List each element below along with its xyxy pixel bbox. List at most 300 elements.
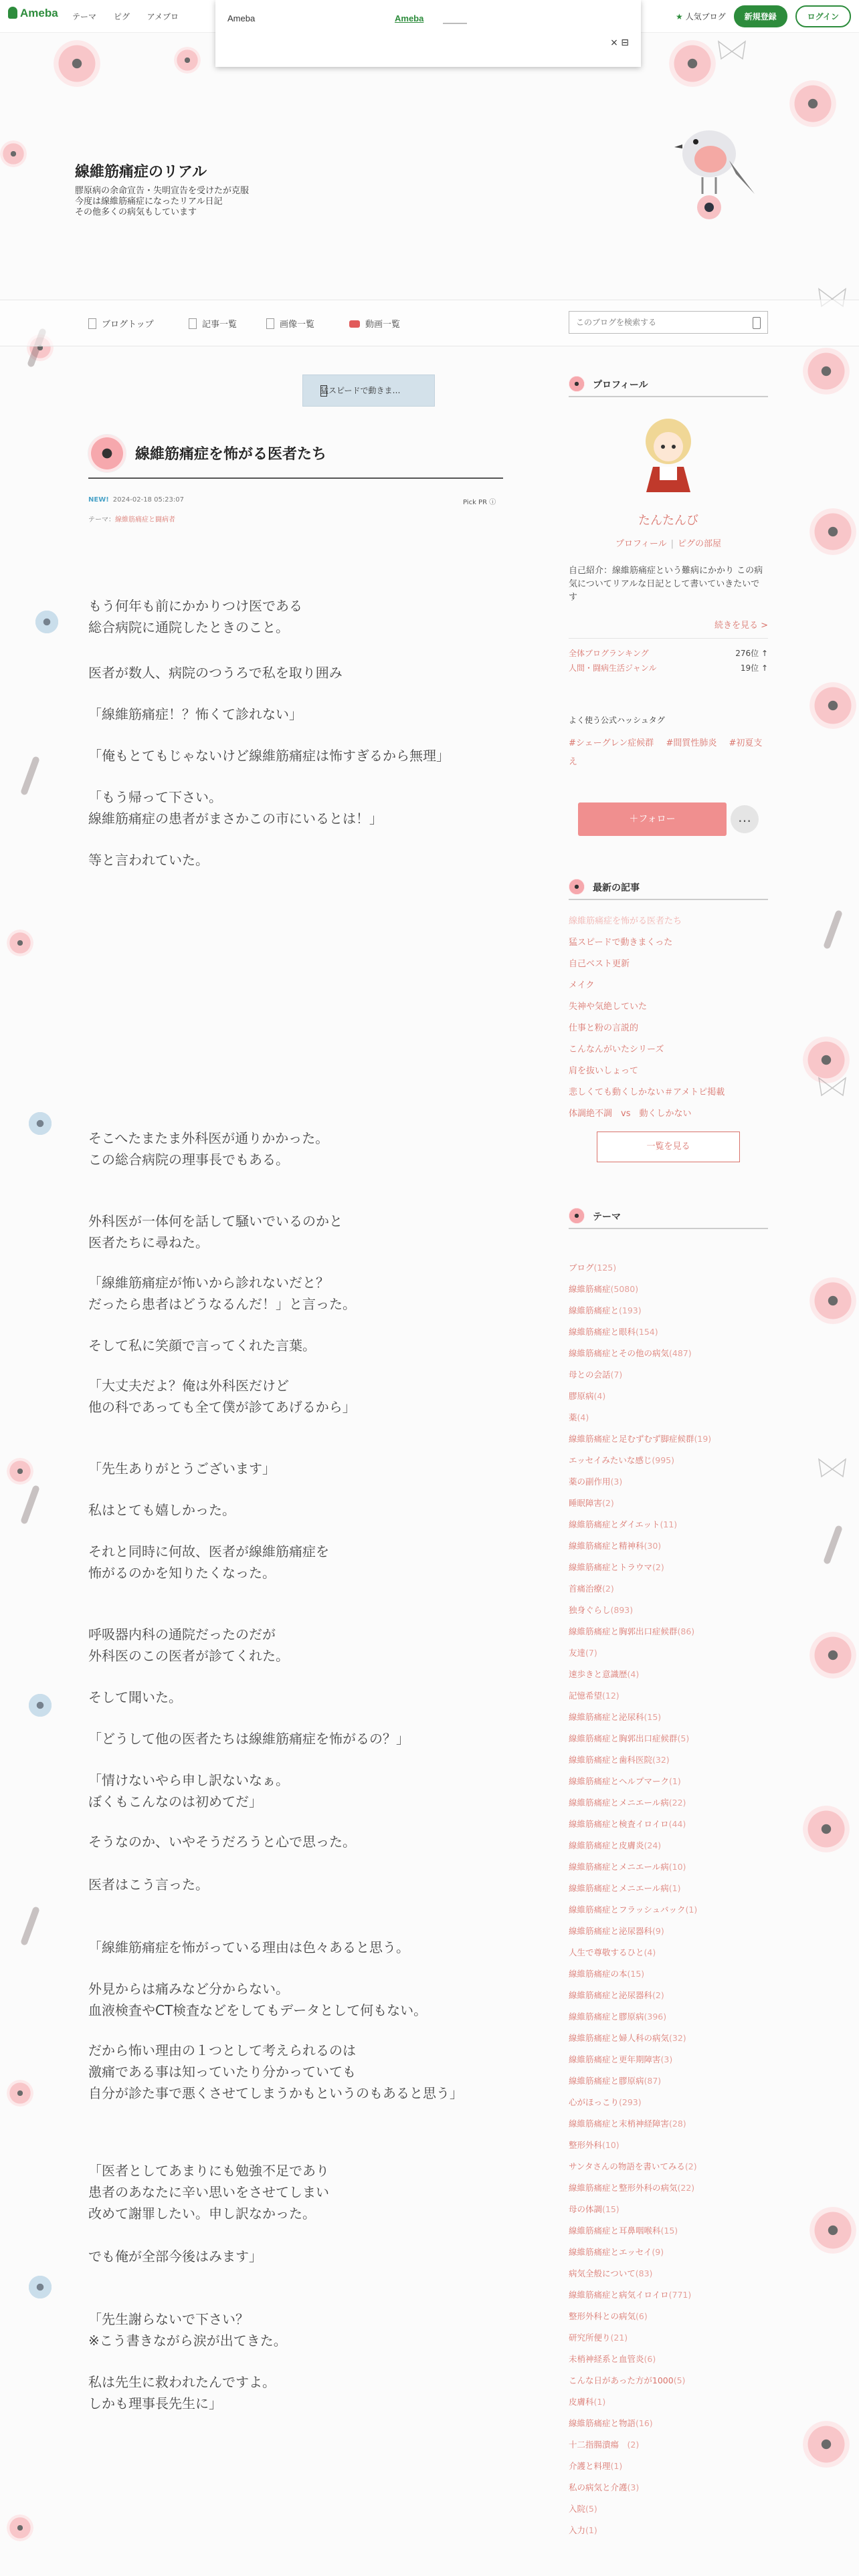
theme-count: (19): [694, 1434, 712, 1444]
home-icon: [88, 318, 96, 329]
leaf-decoration: [20, 1906, 40, 1946]
theme-name: 線維筋痛症とメニエール病: [569, 1798, 669, 1808]
theme-link[interactable]: [569, 2263, 768, 2284]
global-nav: [72, 11, 193, 22]
blog-title[interactable]: 線維筋痛症のリアル: [75, 164, 207, 181]
entry-paragraph: そして私に笑顔で言ってくれた言葉。: [88, 1337, 316, 1354]
theme-link[interactable]: [569, 1450, 768, 1471]
profile-heading: プロフィール: [569, 373, 768, 397]
theme-name: 線維筋痛症と末梢神経障害: [569, 2119, 670, 2129]
theme-count: (1): [668, 1883, 681, 1893]
theme-name: 線維筋痛症と足むずむず脚症候群: [569, 1434, 694, 1444]
entry-paragraph: だから怖い理由の１つとして考えられるのは 激痛である事は知っていたり分かっていても 自分が診た事で悪くさせてしまうかもというのもあると思う」: [88, 2042, 463, 2101]
theme-link[interactable]: [569, 1471, 768, 1493]
crown-icon: ★: [675, 12, 683, 21]
entry-title[interactable]: 線維筋痛症を怖がる医者たち: [135, 446, 327, 463]
ad-divider: [443, 23, 467, 24]
theme-link[interactable]: [569, 1642, 768, 1664]
theme-count: (32): [652, 1755, 670, 1765]
ad-unit[interactable]: [302, 374, 435, 407]
theme-name: 首痛治療: [569, 1584, 603, 1594]
theme-link[interactable]: [569, 1364, 768, 1386]
recent-entry-link[interactable]: 仕事と粉の言説的: [569, 1023, 639, 1033]
entry-paragraph: もう何年も前にかかりつけ医である 総合病院に通院したときのこと。: [88, 598, 302, 635]
theme-count: (83): [635, 2268, 653, 2278]
popular-blog-link[interactable]: ★ 人気ブログ: [675, 12, 726, 21]
theme-link[interactable]: [569, 1771, 768, 1792]
theme-link[interactable]: [569, 2049, 768, 2070]
theme-link[interactable]: [569, 2070, 768, 2092]
entry-paragraph: 医者はこう言った。: [88, 1876, 209, 1893]
profile-description: 自己紹介：線維筋痛症という難病にかかり この病気についてリアルな日記として書いていきたいです: [569, 566, 763, 603]
theme-name: 十二指腸潰瘍: [569, 2440, 628, 2450]
flower-icon: [569, 879, 585, 895]
blog-description: 膠原病の余命宣告・失明宣告を受けたが克服 今度は線維筋痛症になったリアル日記 その他多くの病気もしています: [75, 186, 250, 217]
theme-name: 独身ぐらし: [569, 1605, 611, 1615]
theme-link[interactable]: [569, 1728, 768, 1749]
theme-count: (32): [669, 2033, 686, 2043]
theme-name: 私の病気と介護: [569, 2482, 628, 2492]
flower-decoration: [7, 2080, 33, 2107]
theme-link[interactable]: [569, 2306, 768, 2327]
ad-label: Ameba: [227, 13, 256, 23]
theme-count: (2): [602, 1498, 614, 1508]
theme-count: (2): [652, 1562, 664, 1572]
flower-decoration: [803, 1806, 850, 1852]
theme-link[interactable]: [569, 2135, 768, 2156]
theme-count: (2): [627, 2440, 640, 2450]
video-icon: [349, 320, 360, 328]
theme-link[interactable]: [569, 2156, 768, 2177]
theme-name: 線維筋痛症と泌尿科: [569, 1712, 644, 1722]
nav-video-list[interactable]: 動画一覧: [349, 317, 400, 330]
theme-count: (3): [610, 1477, 623, 1487]
ad-link[interactable]: Ameba: [395, 13, 424, 23]
theme-name: 整形外科: [569, 2140, 603, 2150]
theme-name: 線維筋痛症と皮膚炎: [569, 1840, 644, 1850]
blog-search-input[interactable]: [569, 312, 743, 333]
theme-link[interactable]: [569, 2284, 768, 2306]
theme-link[interactable]: [569, 2456, 768, 2477]
theme-count: (2): [602, 1584, 614, 1594]
theme-count: (22): [677, 2183, 695, 2193]
theme-link[interactable]: [569, 1792, 768, 1814]
profile-name[interactable]: たんたんび: [638, 514, 698, 528]
entry-paragraph: 私は先生に救われたんですよ。 しかも理事長先生に」: [88, 2374, 276, 2411]
theme-name: 皮膚科: [569, 2397, 594, 2407]
ameba-logo[interactable]: Ameba: [8, 7, 58, 20]
search-icon[interactable]: [753, 317, 761, 329]
theme-name: 未梢神経系と血管炎: [569, 2354, 644, 2364]
hashtag-list: [569, 734, 768, 772]
theme-count: (1): [585, 2525, 597, 2535]
theme-name: 母との会話: [569, 1370, 611, 1380]
follow-button[interactable]: ＋フォロー: [578, 802, 727, 836]
recent-entry-link[interactable]: 悲しくても動くしかない＃アメトピ掲載: [569, 1087, 725, 1097]
theme-name: 病気全般について: [569, 2268, 636, 2278]
bird-illustration: [669, 107, 756, 221]
theme-name: 線維筋痛症と婦人科の病気: [569, 2033, 670, 2043]
theme-name: 線維筋痛症とヘルプマーク: [569, 1776, 670, 1786]
ad-info-icon[interactable]: [320, 385, 327, 397]
theme-name: 線維筋痛症と胸郭出口症候群: [569, 1733, 678, 1743]
theme-link[interactable]: [569, 1621, 768, 1642]
theme-link[interactable]: [569, 2327, 768, 2349]
theme-count: (7): [610, 1370, 623, 1380]
login-button[interactable]: ログイン: [795, 5, 851, 27]
more-options-button[interactable]: …: [731, 805, 759, 833]
theme-name: 線維筋痛症と: [569, 1305, 619, 1315]
theme-link[interactable]: [569, 2199, 768, 2220]
theme-name: 線維筋痛症と整形外科の病気: [569, 2183, 678, 2193]
entry-timestamp: 2024-02-18 05:23:07: [112, 496, 185, 504]
theme-link[interactable]: [569, 1493, 768, 1514]
theme-count: (893): [610, 1605, 634, 1615]
theme-count: (293): [619, 2097, 642, 2107]
theme-name: 記憶希望: [569, 1691, 603, 1701]
theme-name: 介護と料理: [569, 2461, 611, 2471]
theme-name: 母の体調: [569, 2204, 603, 2214]
theme-count: (1): [593, 2397, 606, 2407]
flower-icon: [569, 376, 585, 392]
theme-link[interactable]: [569, 2028, 768, 2049]
recent-entries-list: [569, 911, 768, 1125]
theme-count: (24): [644, 1840, 662, 1850]
entry-paragraph: 「医者としてあまりにも勉強不足であり 患者のあなたに辛い思いをさせてしまい 改めて謝罪したい。申し訳なかった。: [88, 2163, 329, 2222]
theme-name: 人生で尊敬するひと: [569, 1947, 644, 1957]
theme-name: 速歩きと意識歴: [569, 1669, 628, 1679]
entry-paragraph: 「線維筋痛症！？怖くて診れない」: [88, 706, 302, 722]
theme-link[interactable]: [569, 1300, 768, 1321]
theme-count: (2): [684, 2161, 697, 2171]
avatar[interactable]: [634, 413, 702, 492]
flower-decoration: [27, 1692, 54, 1719]
theme-link[interactable]: [569, 1321, 768, 1343]
nav-blog-top[interactable]: ブログトップ: [88, 317, 154, 330]
theme-count: (15): [627, 1969, 645, 1979]
theme-count: (86): [677, 1626, 695, 1636]
flower-decoration: [803, 348, 850, 395]
header-actions: [676, 5, 851, 27]
nav-ameblo-link[interactable]: アメブロ: [147, 12, 179, 21]
theme-link[interactable]: [569, 2413, 768, 2434]
entry-paragraph: そうなのか、いやそうだろうと心で思った。: [88, 1834, 356, 1850]
signup-button[interactable]: 新規登録: [734, 5, 787, 27]
theme-count: (21): [610, 2333, 628, 2343]
flower-decoration: [7, 930, 33, 956]
theme-link[interactable]: [569, 1535, 768, 1557]
leaf-decoration: [823, 909, 843, 950]
article-main: [75, 361, 510, 2555]
theme-name: 研究所便り: [569, 2333, 611, 2343]
theme-name: ブログ: [569, 1263, 594, 1273]
theme-count: (396): [644, 2012, 667, 2022]
theme-link[interactable]: [569, 1899, 768, 1921]
entry-paragraph: でも俺が全部今後はみます」: [88, 2248, 262, 2264]
theme-link[interactable]: [569, 2242, 768, 2263]
theme-name: 線維筋痛症と泌尿器科: [569, 1990, 653, 2000]
theme-name: 線維筋痛症と眼科: [569, 1327, 636, 1337]
entry-paragraph: 医者が数人、病院のつうろで私を取り囲み: [88, 665, 343, 681]
theme-name: 線維筋痛症とその他の病気: [569, 1348, 670, 1358]
theme-name: サンタさんの物語を書いてみる: [569, 2161, 685, 2171]
flower-icon: [569, 1208, 585, 1224]
theme-name: 線維筋痛症と更年期障害: [569, 2054, 661, 2064]
theme-link[interactable]: [569, 1707, 768, 1728]
theme-link[interactable]: [569, 1878, 768, 1899]
butterfly-decoration: [816, 1077, 848, 1099]
theme-count: (3): [627, 2482, 640, 2492]
theme-link[interactable]: [569, 1942, 768, 1963]
theme-name: 線維筋痛症とメニエール病: [569, 1883, 669, 1893]
theme-name: 入力: [569, 2525, 586, 2535]
flower-decoration: [809, 682, 856, 729]
entry-paragraph: 「俺もとてもじゃないけど線維筋痛症は怖すぎるから無理」: [88, 748, 450, 764]
theme-link[interactable]: [569, 2391, 768, 2413]
divider: [569, 638, 768, 639]
theme-link[interactable]: [569, 2477, 768, 2498]
theme-link[interactable]: [569, 2177, 768, 2199]
theme-link[interactable]: [569, 1557, 768, 1578]
theme-count: (87): [644, 2076, 662, 2086]
theme-count: (2): [652, 1990, 664, 2000]
theme-link[interactable]: [569, 2498, 768, 2520]
recent-entry-link[interactable]: 線維筋痛症を怖がる医者たち: [569, 916, 682, 926]
flower-decoration: [27, 1110, 54, 1137]
new-badge: NEW!: [88, 496, 109, 504]
theme-name: 線維筋痛症: [569, 1284, 611, 1294]
theme-name: 薬: [569, 1412, 577, 1422]
theme-name: 心がほっこり: [569, 2097, 619, 2107]
theme-name: 線維筋痛症と泌尿器科: [569, 1926, 653, 1936]
recent-entry-link[interactable]: 自己ベスト更新: [569, 959, 630, 969]
theme-link[interactable]: 線維筋痛症と闘病者: [115, 516, 175, 524]
theme-count: (4): [644, 1947, 656, 1957]
flower-decoration: [809, 1277, 856, 1324]
hashtag-link[interactable]: #初夏支え: [569, 738, 763, 767]
theme-count: (995): [652, 1455, 675, 1465]
ad-close-button[interactable]: × ⊟: [610, 37, 629, 48]
theme-count: (22): [668, 1798, 686, 1808]
recent-entry-link[interactable]: 猛スピードで動きまくった: [569, 938, 673, 948]
nav-pig-link[interactable]: ピグ: [113, 12, 130, 21]
pick-pr-button[interactable]: Pick PR ⓘ: [463, 499, 496, 506]
entry-paragraph: 「大丈夫だよ？俺は外科医だけど 他の科であっても全て僕が診てあげるから」: [88, 1378, 356, 1415]
theme-name: エッセイみたいな感じ: [569, 1455, 652, 1465]
theme-name: 線維筋痛症と物語: [569, 2418, 636, 2428]
theme-link[interactable]: [569, 2520, 768, 2541]
entry-paragraph: 「先生ありがとうございます」: [88, 1461, 276, 1477]
theme-name: 線維筋痛症と耳鼻咽喉科: [569, 2226, 661, 2236]
theme-count: (15): [602, 2204, 619, 2214]
theme-name: 線維筋痛症とダイエット: [569, 1519, 660, 1529]
ad-banner[interactable]: [215, 0, 641, 67]
theme-link[interactable]: [569, 1407, 768, 1428]
theme-link[interactable]: [569, 1279, 768, 1300]
theme-count: (487): [669, 1348, 692, 1358]
theme-name: 線維筋痛症とトラウマ: [569, 1562, 653, 1572]
theme-link[interactable]: [569, 1749, 768, 1771]
recent-entries-heading: 最新の記事: [569, 876, 768, 900]
flower-decoration: [803, 2421, 850, 2468]
leaf-decoration: [20, 756, 40, 796]
theme-count: (4): [577, 1412, 589, 1422]
theme-count: (15): [644, 1712, 662, 1722]
nav-image-list[interactable]: 画像一覧: [266, 317, 314, 330]
nav-entry-list[interactable]: 記事一覧: [189, 317, 237, 330]
theme-count: (125): [593, 1263, 617, 1273]
hashtag-link[interactable]: #シェーグレン症候群: [569, 738, 654, 748]
theme-name: 整形外科との病気: [569, 2311, 636, 2321]
hashtag-link[interactable]: #間質性肺炎: [666, 738, 717, 748]
flower-decoration: [7, 1458, 33, 1485]
theme-link[interactable]: [569, 1600, 768, 1621]
theme-count: (3): [660, 2054, 673, 2064]
blog-nav: [0, 300, 859, 346]
theme-count: (10): [668, 1862, 686, 1872]
theme-count: (30): [644, 1541, 662, 1551]
theme-count: (44): [668, 1819, 686, 1829]
entry-paragraph: そこへたまたま外科医が通りかかった。 この総合病院の理事長でもある。: [88, 1130, 329, 1168]
recent-entry-link[interactable]: 失神や気絶していた: [569, 1002, 648, 1012]
butterfly-decoration: [716, 40, 748, 63]
image-icon: [266, 318, 274, 329]
flower-decoration: [809, 508, 856, 555]
flower-icon: [88, 435, 126, 472]
theme-link[interactable]: [569, 1856, 768, 1878]
entry-paragraph: 呼吸器内科の通院だったのだが 外科医のこの医者が診てくれた。: [88, 1626, 289, 1664]
theme-name: 睡眠障害: [569, 1498, 603, 1508]
theme-name: 薬の副作用: [569, 1477, 611, 1487]
read-more-link[interactable]: 続きを見る >: [714, 621, 768, 631]
theme-count: (5): [677, 1733, 690, 1743]
hashtag-heading: よく使う公式ハッシュタグ: [569, 716, 665, 725]
entry-paragraph: 私はとても嬉しかった。: [88, 1502, 235, 1518]
theme-count: (10): [602, 2140, 619, 2150]
theme-name: 線維筋痛症と膠原病: [569, 2076, 644, 2086]
theme-name: 線維筋痛症とエッセイ: [569, 2247, 652, 2257]
leaf-decoration: [20, 1485, 40, 1525]
theme-link[interactable]: [569, 2434, 768, 2456]
theme-name: 友達: [569, 1648, 586, 1658]
nav-theme-link[interactable]: テーマ: [72, 12, 97, 21]
entry-paragraph: 「もう帰って下さい。 線維筋痛症の患者がまさかこの市にいるとは！」: [88, 789, 383, 827]
entry-date: [88, 496, 184, 504]
theme-name: こんな日があった方が1000: [569, 2375, 674, 2385]
theme-count: (28): [669, 2119, 686, 2129]
butterfly-decoration: [816, 1458, 848, 1481]
theme-count: (1): [610, 2461, 623, 2471]
view-all-entries-button[interactable]: 一覧を見る: [597, 1132, 740, 1162]
theme-name: 線維筋痛症とメニエール病: [569, 1862, 669, 1872]
theme-name: 線維筋痛症と精神科: [569, 1541, 644, 1551]
flower-decoration: [809, 2207, 856, 2254]
theme-link[interactable]: [569, 1985, 768, 2006]
flower-decoration: [174, 47, 201, 74]
recent-entry-link[interactable]: メイク: [569, 980, 595, 990]
theme-link[interactable]: [569, 2349, 768, 2370]
theme-name: 線維筋痛症と胸郭出口症候群: [569, 1626, 678, 1636]
flower-decoration: [54, 40, 100, 87]
entry-paragraph: それと同時に何故、医者が線維筋痛症を 怖がるのかを知りたくなった。: [88, 1543, 329, 1581]
entry-paragraph: 「線維筋痛症を怖がっている理由は色々あると思う。: [88, 1939, 409, 1955]
theme-link[interactable]: [569, 1835, 768, 1856]
flower-decoration: [7, 2514, 33, 2541]
theme-link[interactable]: [569, 1514, 768, 1535]
theme-name: 線維筋痛症と歯科医院: [569, 1755, 653, 1765]
theme-count: (4): [627, 1669, 640, 1679]
recent-entry-link[interactable]: 体調絶不調 vs 動くしかない: [569, 1109, 692, 1119]
profile-links: [569, 536, 768, 549]
theme-count: (5): [585, 2504, 597, 2514]
theme-link[interactable]: [569, 2220, 768, 2242]
theme-link[interactable]: [569, 1685, 768, 1707]
theme-name: 線維筋痛症の本: [569, 1969, 628, 1979]
theme-link[interactable]: [569, 1578, 768, 1600]
themes-heading: テーマ: [569, 1205, 768, 1229]
entry-paragraph: 「線維筋痛症が怖いから診れないだと？ だったら患者はどうなるんだ！」と言った。: [88, 1275, 356, 1312]
theme-link[interactable]: [569, 1386, 768, 1407]
ranking-genre[interactable]: 人間・闘病生活ジャンル 19位 ↑: [569, 663, 768, 673]
theme-link[interactable]: [569, 1921, 768, 1942]
entry-theme: テーマ：線維筋痛症と闘病者: [88, 516, 175, 524]
flower-decoration: [0, 140, 27, 167]
theme-count: (15): [660, 2226, 678, 2236]
theme-name: 線維筋痛症と膠原病: [569, 2012, 644, 2022]
theme-name: 入院: [569, 2504, 586, 2514]
theme-link[interactable]: [569, 1963, 768, 1985]
ad-text: 猛スピードで動きま…: [320, 386, 401, 395]
blog-search: [569, 311, 768, 334]
theme-name: 線維筋痛症と検査イロイロ: [569, 1819, 669, 1829]
theme-count: (9): [652, 1926, 664, 1936]
theme-link[interactable]: [569, 1664, 768, 1685]
flower-decoration: [27, 2274, 54, 2300]
theme-count: (12): [602, 1691, 619, 1701]
entry-paragraph: 外見からは痛みなど分からない。 血液検査やCT検査などをしてもデータとして何もない。: [88, 1981, 427, 2018]
theme-link[interactable]: [569, 1257, 768, 1279]
flower-decoration: [809, 1632, 856, 1679]
theme-count: (1): [685, 1905, 698, 1915]
theme-count: (6): [644, 2354, 656, 2364]
flower-decoration: [33, 609, 60, 635]
theme-link[interactable]: [569, 2092, 768, 2113]
theme-count: (1): [669, 1776, 681, 1786]
theme-link[interactable]: [569, 2370, 768, 2391]
flower-decoration: [669, 40, 716, 87]
recent-entry-link[interactable]: 肩を抜いしょって: [569, 1066, 639, 1076]
theme-link[interactable]: [569, 2113, 768, 2135]
recent-entry-link[interactable]: こんなんがいたシリーズ: [569, 1045, 664, 1055]
theme-name: 線維筋痛症とフラッシュバック: [569, 1905, 686, 1915]
title-divider: [88, 477, 503, 479]
theme-count: (4): [593, 1391, 606, 1401]
entry-paragraph: 「先生謝らないで下さい？ ※こう書きながら涙が出てきた。: [88, 2311, 287, 2349]
theme-link[interactable]: [569, 1814, 768, 1835]
theme-name: 線維筋痛症と病気イロイロ: [569, 2290, 669, 2300]
theme-list: [569, 1257, 768, 2541]
profile-link[interactable]: プロフィール: [615, 539, 667, 549]
theme-link[interactable]: [569, 1428, 768, 1450]
ameba-logo-icon: [8, 7, 17, 19]
entry-paragraph: そして聞いた。: [88, 1689, 182, 1705]
theme-link[interactable]: [569, 1343, 768, 1364]
ranking-overall[interactable]: 全体ブログランキング 276位 ↑: [569, 649, 768, 658]
entry-paragraph: 等と言われていた。: [88, 852, 209, 868]
pig-room-link[interactable]: ピグの部屋: [678, 539, 722, 549]
theme-link[interactable]: [569, 2006, 768, 2028]
entry-paragraph: 「どうして他の医者たちは線維筋痛症を怖がるの？」: [88, 1731, 409, 1747]
